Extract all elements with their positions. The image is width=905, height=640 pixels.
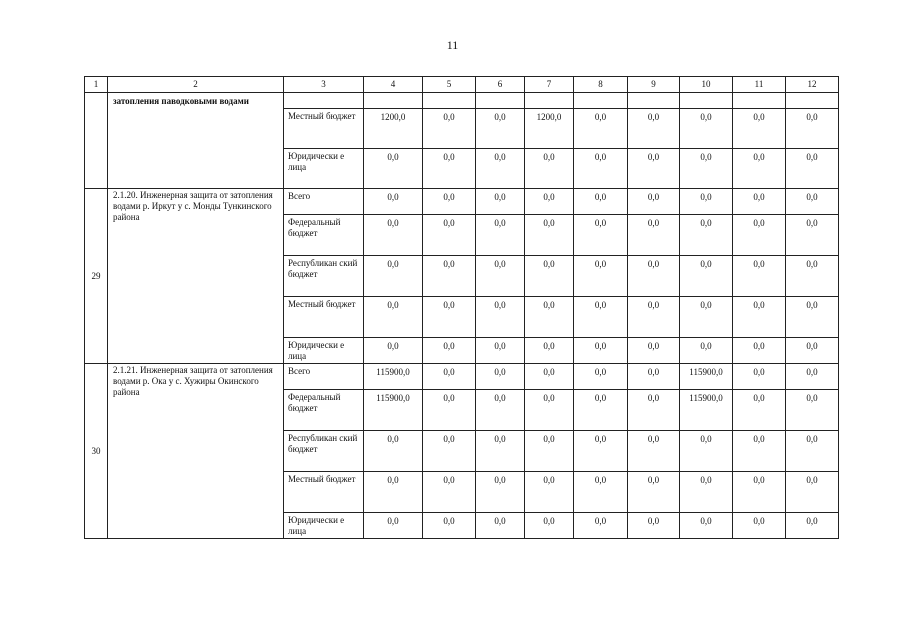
funding-source: Местный бюджет: [284, 297, 364, 338]
value-cell: 0,0: [574, 338, 628, 364]
value-cell: 0,0: [364, 431, 423, 472]
value-cell: [423, 93, 476, 109]
value-cell: 0,0: [786, 364, 839, 390]
column-header-9: 9: [628, 77, 680, 93]
value-cell: 0,0: [525, 513, 574, 539]
value-cell: 0,0: [733, 431, 786, 472]
value-cell: 0,0: [476, 390, 525, 431]
column-header-4: 4: [364, 77, 423, 93]
value-cell: 0,0: [364, 215, 423, 256]
value-cell: 0,0: [476, 513, 525, 539]
value-cell: 0,0: [574, 472, 628, 513]
value-cell: [476, 93, 525, 109]
value-cell: 0,0: [574, 364, 628, 390]
table-row: [85, 364, 839, 390]
value-cell: 0,0: [628, 364, 680, 390]
column-header-12: 12: [786, 77, 839, 93]
header-row: [85, 77, 839, 93]
value-cell: 0,0: [680, 472, 733, 513]
value-cell: 0,0: [525, 338, 574, 364]
value-cell: 0,0: [423, 109, 476, 149]
value-cell: [733, 93, 786, 109]
column-header-5: 5: [423, 77, 476, 93]
value-cell: 0,0: [525, 215, 574, 256]
value-cell: 0,0: [476, 364, 525, 390]
value-cell: 0,0: [525, 149, 574, 189]
value-cell: 0,0: [680, 338, 733, 364]
value-cell: 0,0: [423, 364, 476, 390]
value-cell: 0,0: [733, 364, 786, 390]
value-cell: [786, 93, 839, 109]
value-cell: 0,0: [525, 189, 574, 215]
page-number: 11: [446, 38, 459, 52]
value-cell: 0,0: [733, 390, 786, 431]
value-cell: 0,0: [476, 149, 525, 189]
value-cell: 0,0: [628, 390, 680, 431]
funding-source: Юридически е лица: [284, 338, 364, 364]
value-cell: 0,0: [423, 256, 476, 297]
measure-title: 2.1.20. Инженерная защита от затопления водами р. Иркут у с. Монды Тункинского района: [108, 189, 284, 364]
measure-title: 2.1.21. Инженерная защита от затопления водами р. Ока у с. Хужиры Окинского района: [108, 364, 284, 539]
value-cell: 0,0: [680, 189, 733, 215]
value-cell: 0,0: [476, 472, 525, 513]
value-cell: 1200,0: [525, 109, 574, 149]
value-cell: 0,0: [680, 431, 733, 472]
value-cell: 0,0: [733, 256, 786, 297]
table-row: [85, 93, 839, 109]
row-number: 30: [85, 364, 108, 539]
value-cell: 0,0: [574, 109, 628, 149]
funding-source: Федеральный бюджет: [284, 390, 364, 431]
value-cell: 0,0: [423, 513, 476, 539]
value-cell: 0,0: [423, 189, 476, 215]
funding-source: Всего: [284, 189, 364, 215]
row-number: 29: [85, 189, 108, 364]
value-cell: 0,0: [574, 513, 628, 539]
column-header-11: 11: [733, 77, 786, 93]
value-cell: 0,0: [476, 109, 525, 149]
value-cell: 0,0: [364, 149, 423, 189]
value-cell: 0,0: [423, 431, 476, 472]
value-cell: [525, 93, 574, 109]
value-cell: 0,0: [733, 109, 786, 149]
value-cell: 0,0: [574, 256, 628, 297]
value-cell: [364, 93, 423, 109]
value-cell: 0,0: [574, 431, 628, 472]
value-cell: 0,0: [525, 297, 574, 338]
funding-source: Местный бюджет: [284, 109, 364, 149]
value-cell: [680, 93, 733, 109]
value-cell: 0,0: [786, 189, 839, 215]
value-cell: 0,0: [786, 149, 839, 189]
budget-table: [84, 76, 839, 539]
value-cell: 0,0: [786, 256, 839, 297]
value-cell: 0,0: [680, 215, 733, 256]
value-cell: 115900,0: [364, 390, 423, 431]
column-header-10: 10: [680, 77, 733, 93]
value-cell: 115900,0: [680, 390, 733, 431]
value-cell: 0,0: [628, 431, 680, 472]
row-number-cell: [85, 93, 108, 189]
value-cell: 0,0: [476, 297, 525, 338]
value-cell: 0,0: [423, 338, 476, 364]
value-cell: 0,0: [733, 472, 786, 513]
column-header-1: 1: [85, 77, 108, 93]
value-cell: 0,0: [786, 472, 839, 513]
value-cell: 0,0: [680, 256, 733, 297]
value-cell: 0,0: [786, 338, 839, 364]
value-cell: 0,0: [364, 472, 423, 513]
value-cell: 0,0: [733, 513, 786, 539]
value-cell: 0,0: [628, 256, 680, 297]
value-cell: 0,0: [423, 390, 476, 431]
value-cell: 0,0: [733, 149, 786, 189]
funding-source: [284, 93, 364, 109]
value-cell: 0,0: [733, 189, 786, 215]
value-cell: 0,0: [786, 109, 839, 149]
value-cell: 0,0: [574, 297, 628, 338]
value-cell: 0,0: [680, 297, 733, 338]
value-cell: 0,0: [628, 297, 680, 338]
value-cell: 0,0: [628, 215, 680, 256]
value-cell: 0,0: [364, 256, 423, 297]
value-cell: 0,0: [476, 215, 525, 256]
value-cell: 0,0: [476, 256, 525, 297]
value-cell: 0,0: [786, 513, 839, 539]
column-header-8: 8: [574, 77, 628, 93]
column-header-3: 3: [284, 77, 364, 93]
value-cell: 0,0: [364, 338, 423, 364]
value-cell: 0,0: [476, 431, 525, 472]
value-cell: 0,0: [364, 513, 423, 539]
funding-source: Республикан ский бюджет: [284, 256, 364, 297]
value-cell: 0,0: [786, 215, 839, 256]
table-row: [85, 189, 839, 215]
value-cell: 0,0: [628, 472, 680, 513]
value-cell: 0,0: [525, 390, 574, 431]
value-cell: 0,0: [574, 149, 628, 189]
value-cell: 0,0: [476, 338, 525, 364]
value-cell: 0,0: [733, 215, 786, 256]
funding-source: Федеральный бюджет: [284, 215, 364, 256]
funding-source: Юридически е лица: [284, 149, 364, 189]
column-header-7: 7: [525, 77, 574, 93]
funding-source: Юридически е лица: [284, 513, 364, 539]
value-cell: 0,0: [680, 149, 733, 189]
value-cell: 0,0: [525, 472, 574, 513]
value-cell: 115900,0: [680, 364, 733, 390]
value-cell: 0,0: [733, 297, 786, 338]
value-cell: 0,0: [786, 431, 839, 472]
value-cell: 0,0: [423, 149, 476, 189]
value-cell: 0,0: [786, 390, 839, 431]
column-header-2: 2: [108, 77, 284, 93]
value-cell: 0,0: [628, 189, 680, 215]
value-cell: 0,0: [364, 297, 423, 338]
value-cell: 0,0: [733, 338, 786, 364]
funding-source: Всего: [284, 364, 364, 390]
value-cell: 0,0: [680, 109, 733, 149]
value-cell: 0,0: [423, 215, 476, 256]
value-cell: 0,0: [476, 189, 525, 215]
funding-source: Местный бюджет: [284, 472, 364, 513]
value-cell: 0,0: [525, 256, 574, 297]
value-cell: 115900,0: [364, 364, 423, 390]
funding-source: Республикан ский бюджет: [284, 431, 364, 472]
value-cell: 0,0: [525, 364, 574, 390]
value-cell: 1200,0: [364, 109, 423, 149]
value-cell: 0,0: [364, 189, 423, 215]
value-cell: 0,0: [628, 109, 680, 149]
value-cell: 0,0: [574, 215, 628, 256]
value-cell: [574, 93, 628, 109]
value-cell: 0,0: [786, 297, 839, 338]
measure-title-continuation: затопления паводковыми водами: [108, 93, 284, 189]
value-cell: 0,0: [574, 390, 628, 431]
value-cell: 0,0: [680, 513, 733, 539]
value-cell: 0,0: [423, 297, 476, 338]
value-cell: 0,0: [628, 149, 680, 189]
value-cell: 0,0: [628, 513, 680, 539]
value-cell: 0,0: [525, 431, 574, 472]
value-cell: 0,0: [574, 189, 628, 215]
value-cell: [628, 93, 680, 109]
value-cell: 0,0: [628, 338, 680, 364]
value-cell: 0,0: [423, 472, 476, 513]
column-header-6: 6: [476, 77, 525, 93]
